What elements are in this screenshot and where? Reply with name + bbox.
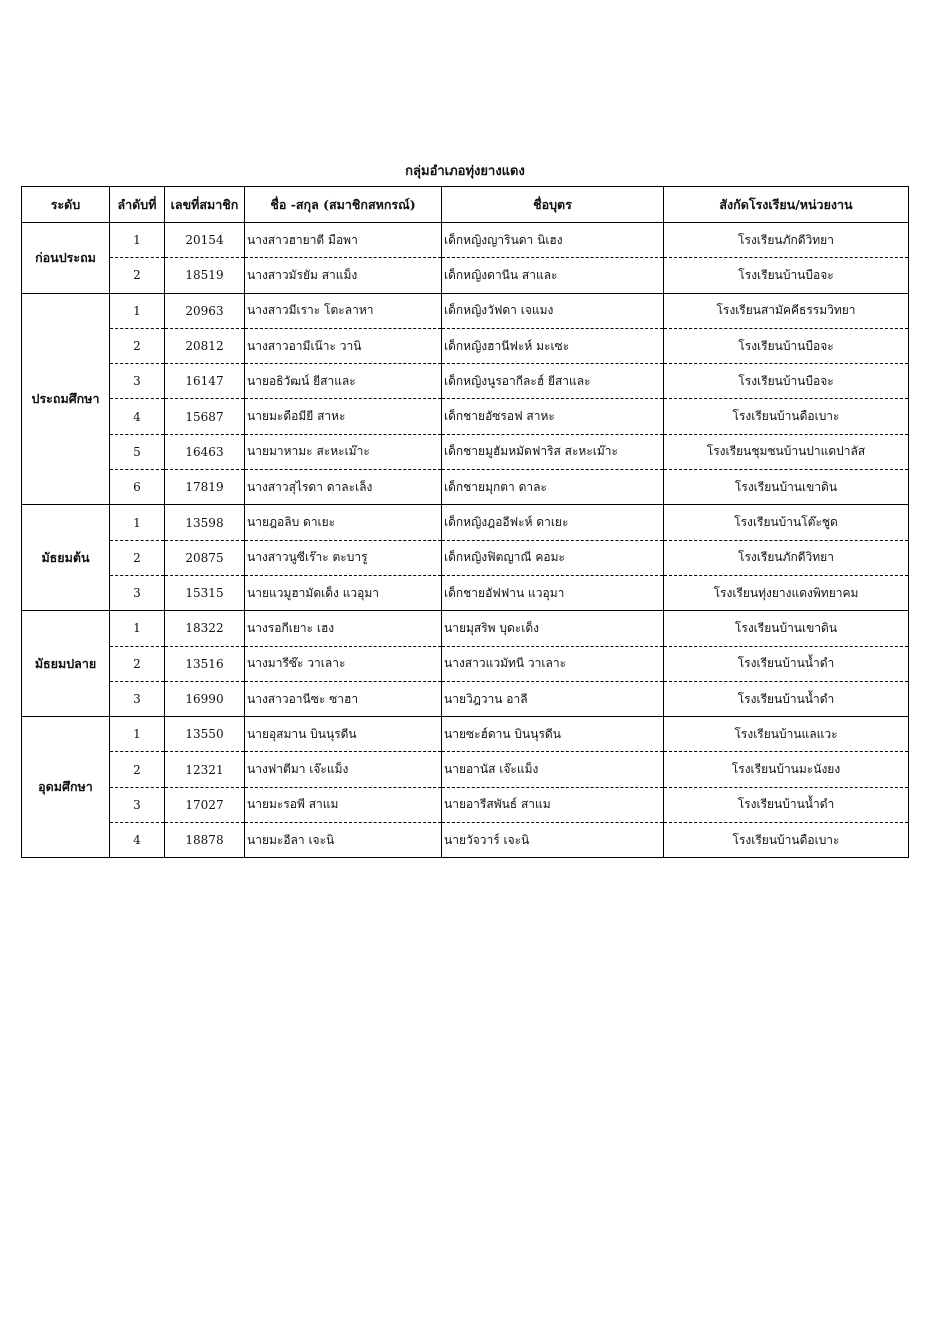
child-name-cell: เด็กหญิงฟิตญาณี คอมะ (442, 540, 664, 575)
member-no-cell: 20963 (165, 293, 245, 328)
order-cell: 3 (110, 575, 165, 610)
level-cell: มัธยมปลาย (22, 611, 110, 717)
order-cell: 3 (110, 364, 165, 399)
level-cell: ประถมศึกษา (22, 293, 110, 505)
school-cell: โรงเรียนทุ่งยางแดงพิทยาคม (664, 575, 909, 610)
table-row (22, 364, 909, 399)
child-name-cell: เด็กชายอัฟฟาน แวอุมา (442, 575, 664, 610)
header-order: ลำดับที่ (110, 187, 165, 223)
school-cell: โรงเรียนบ้านมะนังยง (664, 752, 909, 787)
school-cell: โรงเรียนบ้านดือเบาะ (664, 823, 909, 858)
order-cell: 6 (110, 470, 165, 505)
table-row (22, 258, 909, 293)
order-cell: 3 (110, 681, 165, 716)
school-cell: โรงเรียนภักดีวิทยา (664, 540, 909, 575)
member-no-cell: 20875 (165, 540, 245, 575)
school-cell: โรงเรียนภักดีวิทยา (664, 223, 909, 258)
child-name-cell: เด็กชายอัซรอฟ สาหะ (442, 399, 664, 434)
child-name-cell: เด็กชายมุกตา ดาละ (442, 470, 664, 505)
school-cell: โรงเรียนบ้านดือเบาะ (664, 399, 909, 434)
child-name-cell: เด็กหญิงดานีน สาและ (442, 258, 664, 293)
table-row (22, 540, 909, 575)
table-row (22, 787, 909, 822)
order-cell: 5 (110, 434, 165, 469)
order-cell: 2 (110, 540, 165, 575)
school-cell: โรงเรียนบ้านเขาดิน (664, 470, 909, 505)
member-name-cell: นายฎอลิบ ดาเยะ (245, 505, 442, 540)
level-cell: มัธยมต้น (22, 505, 110, 611)
child-name-cell: นายวัจวาร์ เจะนิ (442, 823, 664, 858)
order-cell: 1 (110, 505, 165, 540)
child-name-cell: เด็กหญิงวัฟดา เจแมง (442, 293, 664, 328)
member-name-cell: นางฟาตีมา เจ๊ะแม็ง (245, 752, 442, 787)
member-name-cell: นางมารีซ๊ะ วาเลาะ (245, 646, 442, 681)
school-cell: โรงเรียนบ้านบือจะ (664, 364, 909, 399)
order-cell: 4 (110, 399, 165, 434)
member-no-cell: 17027 (165, 787, 245, 822)
table-body (22, 223, 909, 858)
member-name-cell: นายมะอีลา เจะนิ (245, 823, 442, 858)
school-cell: โรงเรียนบ้านบือจะ (664, 328, 909, 363)
member-name-cell: นางสาวฮายาตี มือพา (245, 223, 442, 258)
school-cell: โรงเรียนบ้านน้ำดำ (664, 787, 909, 822)
child-name-cell: เด็กหญิงฎออีฟะห์ ดาเยะ (442, 505, 664, 540)
table-row (22, 399, 909, 434)
table-row (22, 505, 909, 540)
member-name-cell: นางสาวอามีเน๊าะ วานิ (245, 328, 442, 363)
table-row (22, 293, 909, 328)
member-no-cell: 13598 (165, 505, 245, 540)
child-name-cell: เด็กหญิงนูรอากีละฮ์ ยีสาและ (442, 364, 664, 399)
order-cell: 1 (110, 611, 165, 646)
member-name-cell: นางสาวมัรยัม สาแม็ง (245, 258, 442, 293)
order-cell: 4 (110, 823, 165, 858)
header-member-name: ชื่อ -สกุล (สมาชิกสหกรณ์) (245, 187, 442, 223)
table-row (22, 646, 909, 681)
member-no-cell: 18322 (165, 611, 245, 646)
table-row (22, 823, 909, 858)
level-cell: อุดมศึกษา (22, 717, 110, 858)
header-level: ระดับ (22, 187, 110, 223)
school-cell: โรงเรียนบ้านน้ำดำ (664, 646, 909, 681)
school-cell: โรงเรียนชุมชนบ้านปาแดปาลัส (664, 434, 909, 469)
child-name-cell: นายซะฮ์ดาน บินนุรดีน (442, 717, 664, 752)
child-name-cell: นายมุสริพ บุดะเด็ง (442, 611, 664, 646)
order-cell: 2 (110, 752, 165, 787)
child-name-cell: เด็กหญิงญารินดา นิเฮง (442, 223, 664, 258)
header-child-name: ชื่อบุตร (442, 187, 664, 223)
table-row (22, 611, 909, 646)
member-name-cell: นางสาวมีเราะ โตะลาหา (245, 293, 442, 328)
order-cell: 2 (110, 258, 165, 293)
child-name-cell: เด็กชายมูฮัมหมัดฟาริส สะหะเม๊าะ (442, 434, 664, 469)
members-table (21, 186, 909, 858)
member-no-cell: 16147 (165, 364, 245, 399)
member-name-cell: นายมะดือมียี สาหะ (245, 399, 442, 434)
school-cell: โรงเรียนบ้านบือจะ (664, 258, 909, 293)
school-cell: โรงเรียนบ้านแลแวะ (664, 717, 909, 752)
child-name-cell: นายวิฎวาน อาลี (442, 681, 664, 716)
member-name-cell: นายแวมูฮามัดเด็ง แวอุมา (245, 575, 442, 610)
table-row (22, 434, 909, 469)
child-name-cell: นางสาวแวมัทนี วาเลาะ (442, 646, 664, 681)
table-row (22, 575, 909, 610)
table-row (22, 752, 909, 787)
member-name-cell: นายมาหามะ สะหะเม๊าะ (245, 434, 442, 469)
member-no-cell: 17819 (165, 470, 245, 505)
order-cell: 1 (110, 293, 165, 328)
page-title: กลุ่มอำเภอทุ่งยางแดง (405, 164, 525, 179)
member-no-cell: 20812 (165, 328, 245, 363)
order-cell: 2 (110, 328, 165, 363)
school-cell: โรงเรียนสามัคคีธรรมวิทยา (664, 293, 909, 328)
member-name-cell: นางสาวนูซีเร๊าะ ตะบารู (245, 540, 442, 575)
member-name-cell: นายอธิวัฒน์ ยีสาและ (245, 364, 442, 399)
member-no-cell: 18519 (165, 258, 245, 293)
table-row (22, 223, 909, 258)
member-no-cell: 15315 (165, 575, 245, 610)
table-row (22, 328, 909, 363)
member-no-cell: 13550 (165, 717, 245, 752)
header-member-no: เลขที่สมาชิก (165, 187, 245, 223)
order-cell: 2 (110, 646, 165, 681)
member-name-cell: นางสาวสุไรดา ดาละเล็ง (245, 470, 442, 505)
member-name-cell: นายมะรอพี สาแม (245, 787, 442, 822)
table-row (22, 717, 909, 752)
header-school: สังกัดโรงเรียน/หน่วยงาน (664, 187, 909, 223)
member-no-cell: 16463 (165, 434, 245, 469)
member-no-cell: 16990 (165, 681, 245, 716)
school-cell: โรงเรียนบ้านเขาดิน (664, 611, 909, 646)
member-name-cell: นายอุสมาน บินนุรดีน (245, 717, 442, 752)
member-no-cell: 18878 (165, 823, 245, 858)
table-row (22, 470, 909, 505)
member-no-cell: 12321 (165, 752, 245, 787)
table-row (22, 681, 909, 716)
level-cell: ก่อนประถม (22, 223, 110, 294)
table-header-row (22, 187, 909, 223)
school-cell: โรงเรียนบ้านน้ำดำ (664, 681, 909, 716)
child-name-cell: นายอารีสพันธ์ สาแม (442, 787, 664, 822)
member-no-cell: 15687 (165, 399, 245, 434)
order-cell: 1 (110, 223, 165, 258)
member-name-cell: นางรอกีเยาะ เฮง (245, 611, 442, 646)
school-cell: โรงเรียนบ้านโต๊ะชูด (664, 505, 909, 540)
member-name-cell: นางสาวอานีซะ ซาฮา (245, 681, 442, 716)
order-cell: 3 (110, 787, 165, 822)
child-name-cell: นายอานัส เจ๊ะแม็ง (442, 752, 664, 787)
member-no-cell: 13516 (165, 646, 245, 681)
order-cell: 1 (110, 717, 165, 752)
member-no-cell: 20154 (165, 223, 245, 258)
child-name-cell: เด็กหญิงฮานีฟะห์ มะเซะ (442, 328, 664, 363)
